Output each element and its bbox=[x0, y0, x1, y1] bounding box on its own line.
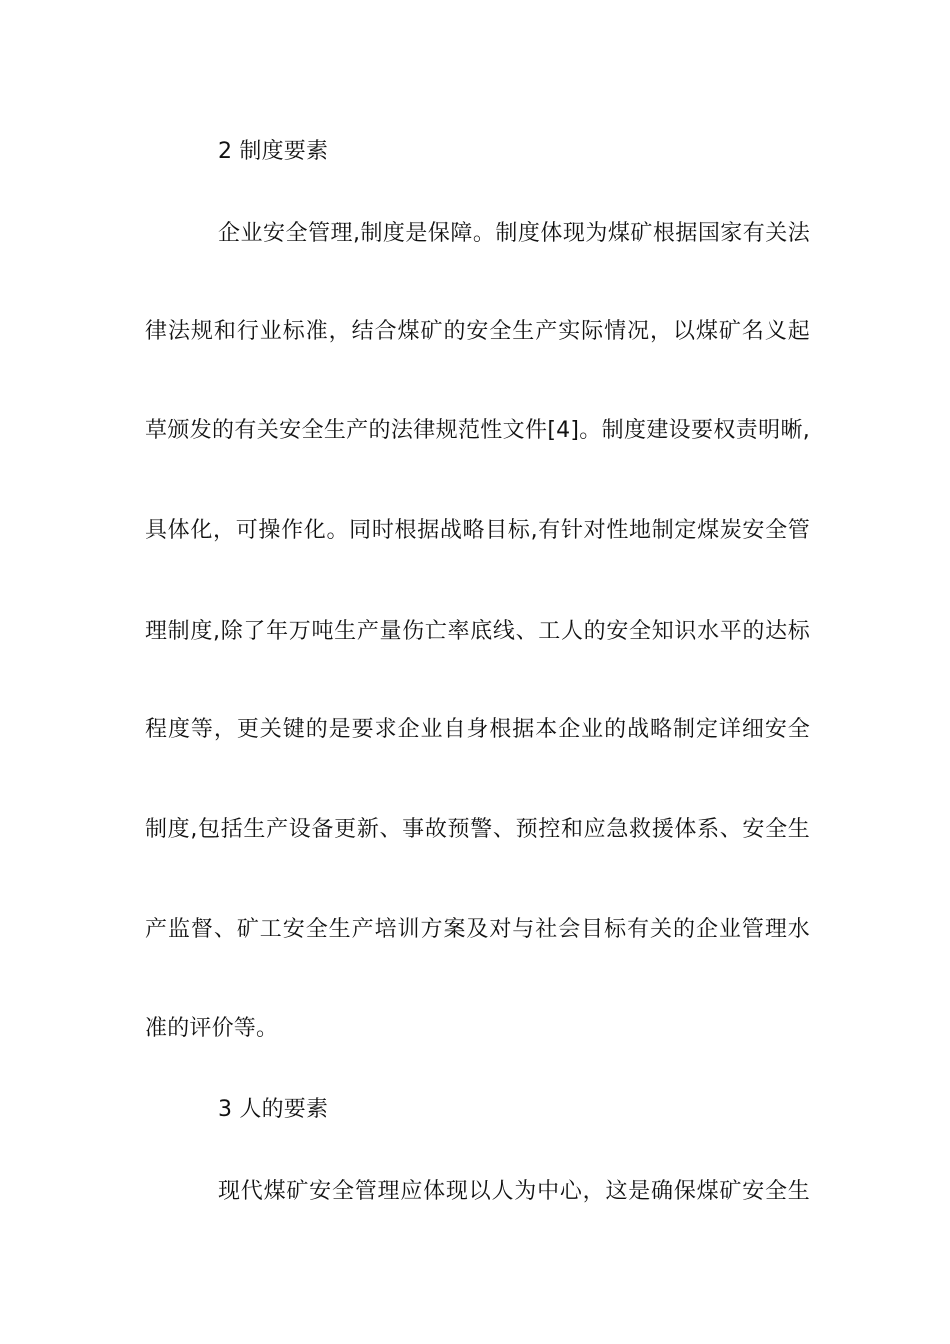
paragraph-line: 产监督、矿工安全生产培训方案及对与社会目标有关的企业管理水 bbox=[145, 917, 810, 942]
paragraph-line: 律法规和行业标准，结合煤矿的安全生产实际情况，以煤矿名义起 bbox=[145, 319, 810, 344]
paragraph-line: 程度等，更关键的是要求企业自身根据本企业的战略制定详细安全 bbox=[145, 717, 810, 742]
paragraph-line: 准的评价等。 bbox=[145, 1016, 279, 1041]
paragraph-line: 理制度,除了年万吨生产量伤亡率底线、工人的安全知识水平的达标 bbox=[145, 619, 810, 644]
section-heading-2: 2 制度要素 bbox=[218, 139, 329, 164]
paragraph-line: 制度,包括生产设备更新、事故预警、预控和应急救援体系、安全生 bbox=[145, 817, 810, 842]
section-heading-3: 3 人的要素 bbox=[218, 1097, 329, 1122]
paragraph-line: 具体化，可操作化。同时根据战略目标,有针对性地制定煤炭安全管 bbox=[145, 518, 810, 543]
paragraph-line: 草颁发的有关安全生产的法律规范性文件[4]。制度建设要权责明晰, bbox=[145, 418, 810, 443]
paragraph-line: 现代煤矿安全管理应体现以人为中心，这是确保煤矿安全生 bbox=[218, 1179, 810, 1204]
paragraph-line: 企业安全管理,制度是保障。制度体现为煤矿根据国家有关法 bbox=[218, 221, 810, 246]
